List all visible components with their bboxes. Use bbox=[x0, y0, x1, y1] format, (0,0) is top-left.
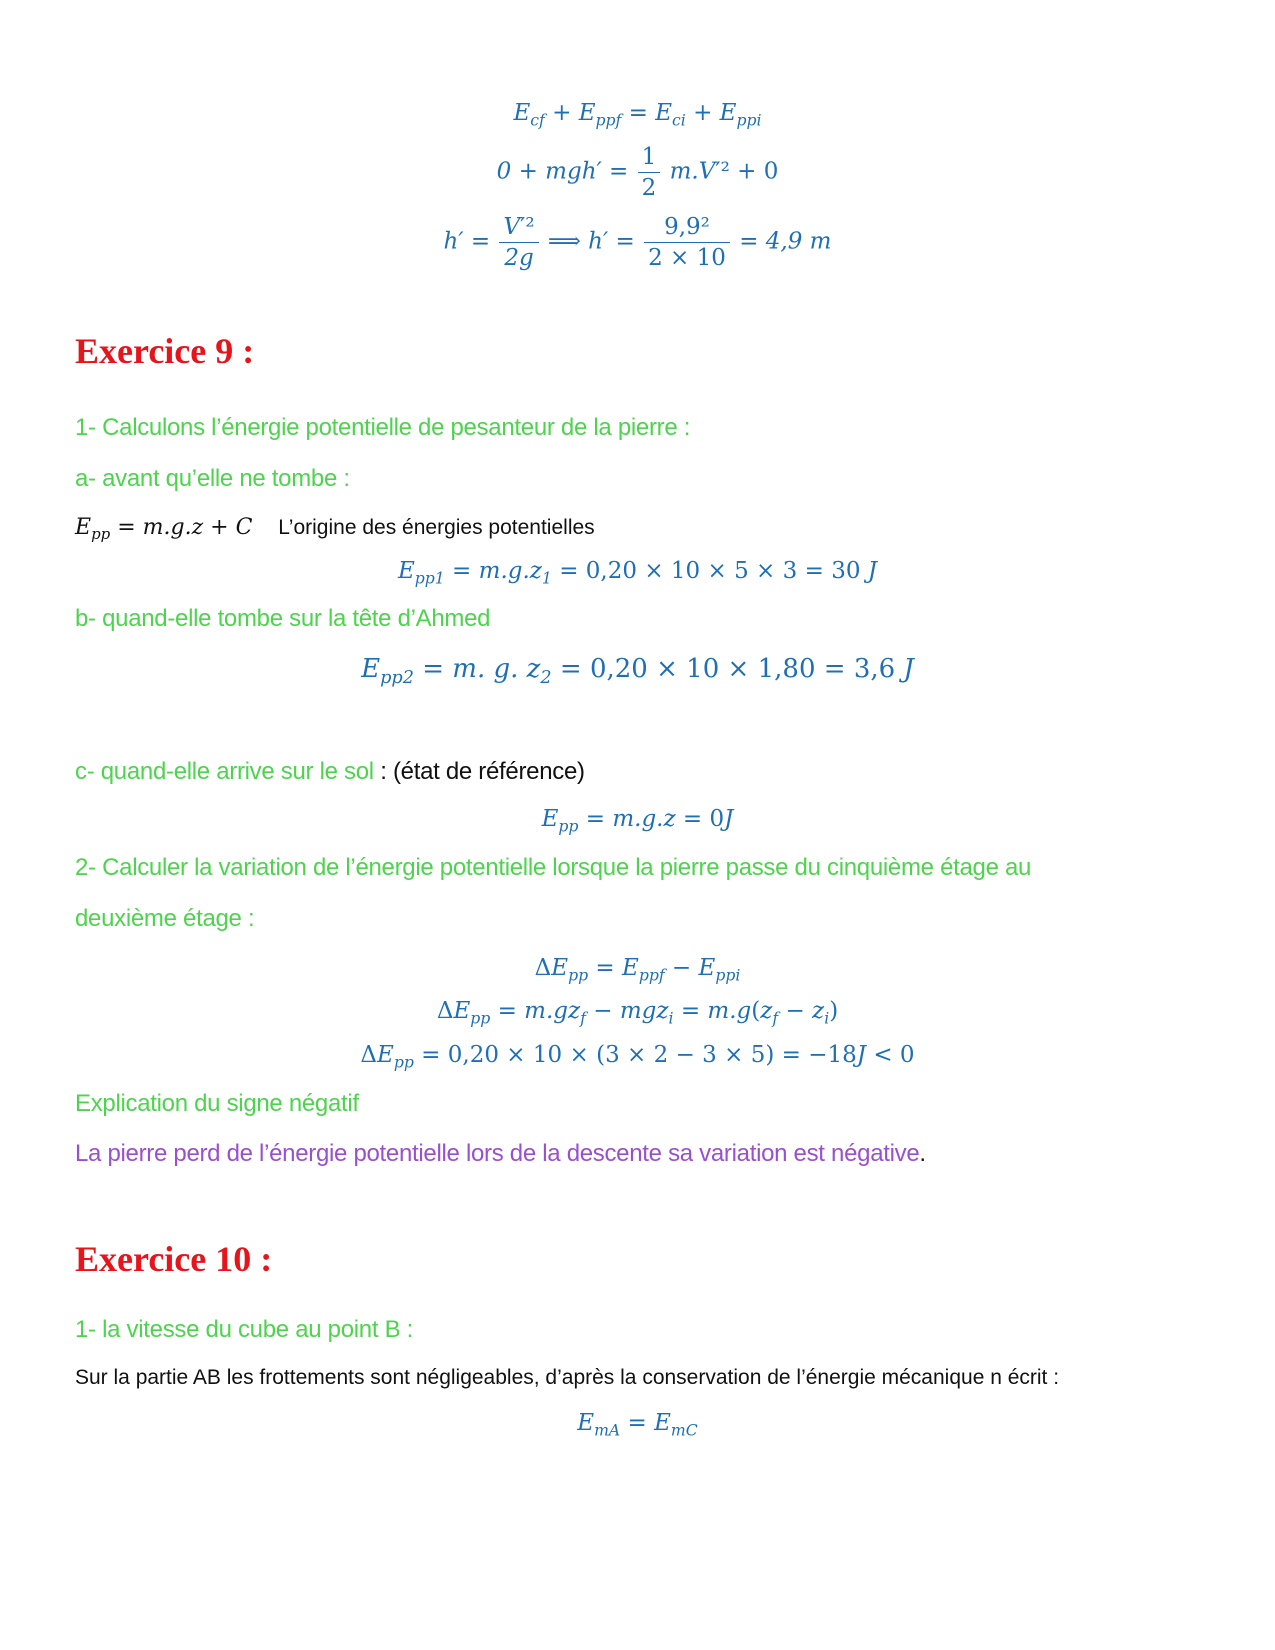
question-2-line-1: 2- Calculer la variation de l’énergie potentielle lorsque la pierre passe du cinquième étage au bbox=[75, 854, 1032, 881]
energy-conservation-equation: $E_{cf} + E_{ppf} = E_{ci} + E_{ppi}$ bbox=[513, 100, 762, 130]
reference-origin-note: L’origine des énergies potentielles bbox=[278, 516, 595, 539]
exercise-10-title: Exercice 10 : bbox=[75, 1239, 273, 1279]
mechanical-energy-equation: $E_{mA} = E_{mC}$ bbox=[577, 1410, 698, 1440]
exercise-10-text: Sur la partie AB les frottements sont négligeables, d’après la conservation de l’énergie mécanique n écrit : bbox=[75, 1366, 1060, 1389]
epp-general-formula: $E_{pp} = m.g.z + C$ bbox=[75, 515, 253, 544]
epp-ground-equation: $E_{pp} = m.g.z = 0J$ bbox=[541, 806, 734, 836]
question-2-line-2: deuxième étage : bbox=[75, 905, 255, 932]
fraction-numeric: $\frac{\text{9,9²}}{2 \times 10}$ bbox=[644, 212, 730, 273]
height-equation bbox=[0, 212, 1275, 273]
energy-equation-mgh bbox=[0, 142, 1275, 203]
eq2-rhs: m.V′² + 0 bbox=[669, 158, 779, 185]
question-1a: a- avant qu’elle ne tombe : bbox=[75, 465, 350, 492]
fraction-one-half: $\frac{1}{2}$ bbox=[638, 142, 661, 203]
epp-formula-line bbox=[75, 515, 595, 544]
question-1c: c- quand-elle arrive sur le sol : (état de référence) bbox=[75, 758, 585, 785]
eq3-result: = 4,9 m bbox=[739, 228, 832, 255]
eq2-lhs: 0 + mgh′ = bbox=[496, 158, 629, 185]
delta-epp-definition: $\Delta E_{pp} = E_{ppf} - E_{ppi}$ bbox=[534, 955, 741, 985]
delta-epp-numeric: $\Delta E_{pp} = 0,20 \times 10 \times (3 \times 2 - 3 \times 5) = -18J < 0$ bbox=[360, 1042, 915, 1072]
fraction-v2-over-2g: $\frac{\text{V′²}}{2g}$ bbox=[499, 212, 538, 273]
explanation-title: Explication du signe négatif bbox=[75, 1090, 359, 1117]
eq3-lhs: h′ = bbox=[443, 228, 491, 255]
delta-epp-expression: $\Delta E_{pp} = m.gz_f - mgz_i = m.g(z_f - z_i)$ bbox=[436, 998, 839, 1028]
exercise-9-title: Exercice 9 : bbox=[75, 331, 255, 371]
explanation-text: La pierre perd de l’énergie potentielle lors de la descente sa variation est négative. bbox=[75, 1140, 926, 1167]
exercise-10-question-1: 1- la vitesse du cube au point B : bbox=[75, 1316, 414, 1343]
epp1-equation: $E_{pp1} = m.g.z_1 = 0,20 \times 10 \times 5 \times 3 = 30$ J bbox=[397, 558, 877, 588]
epp2-equation: $E_{pp2} = m$. g. $z_2 = 0,20 \times 10 \times 1,80 = 3,6$ J bbox=[361, 654, 914, 689]
question-1b: b- quand-elle tombe sur la tête d’Ahmed bbox=[75, 605, 491, 632]
eq3-mid: ⟹ h′ = bbox=[547, 228, 635, 255]
reference-state-note: : (état de référence) bbox=[380, 758, 585, 785]
question-1: 1- Calculons l’énergie potentielle de pesanteur de la pierre : bbox=[75, 414, 691, 441]
